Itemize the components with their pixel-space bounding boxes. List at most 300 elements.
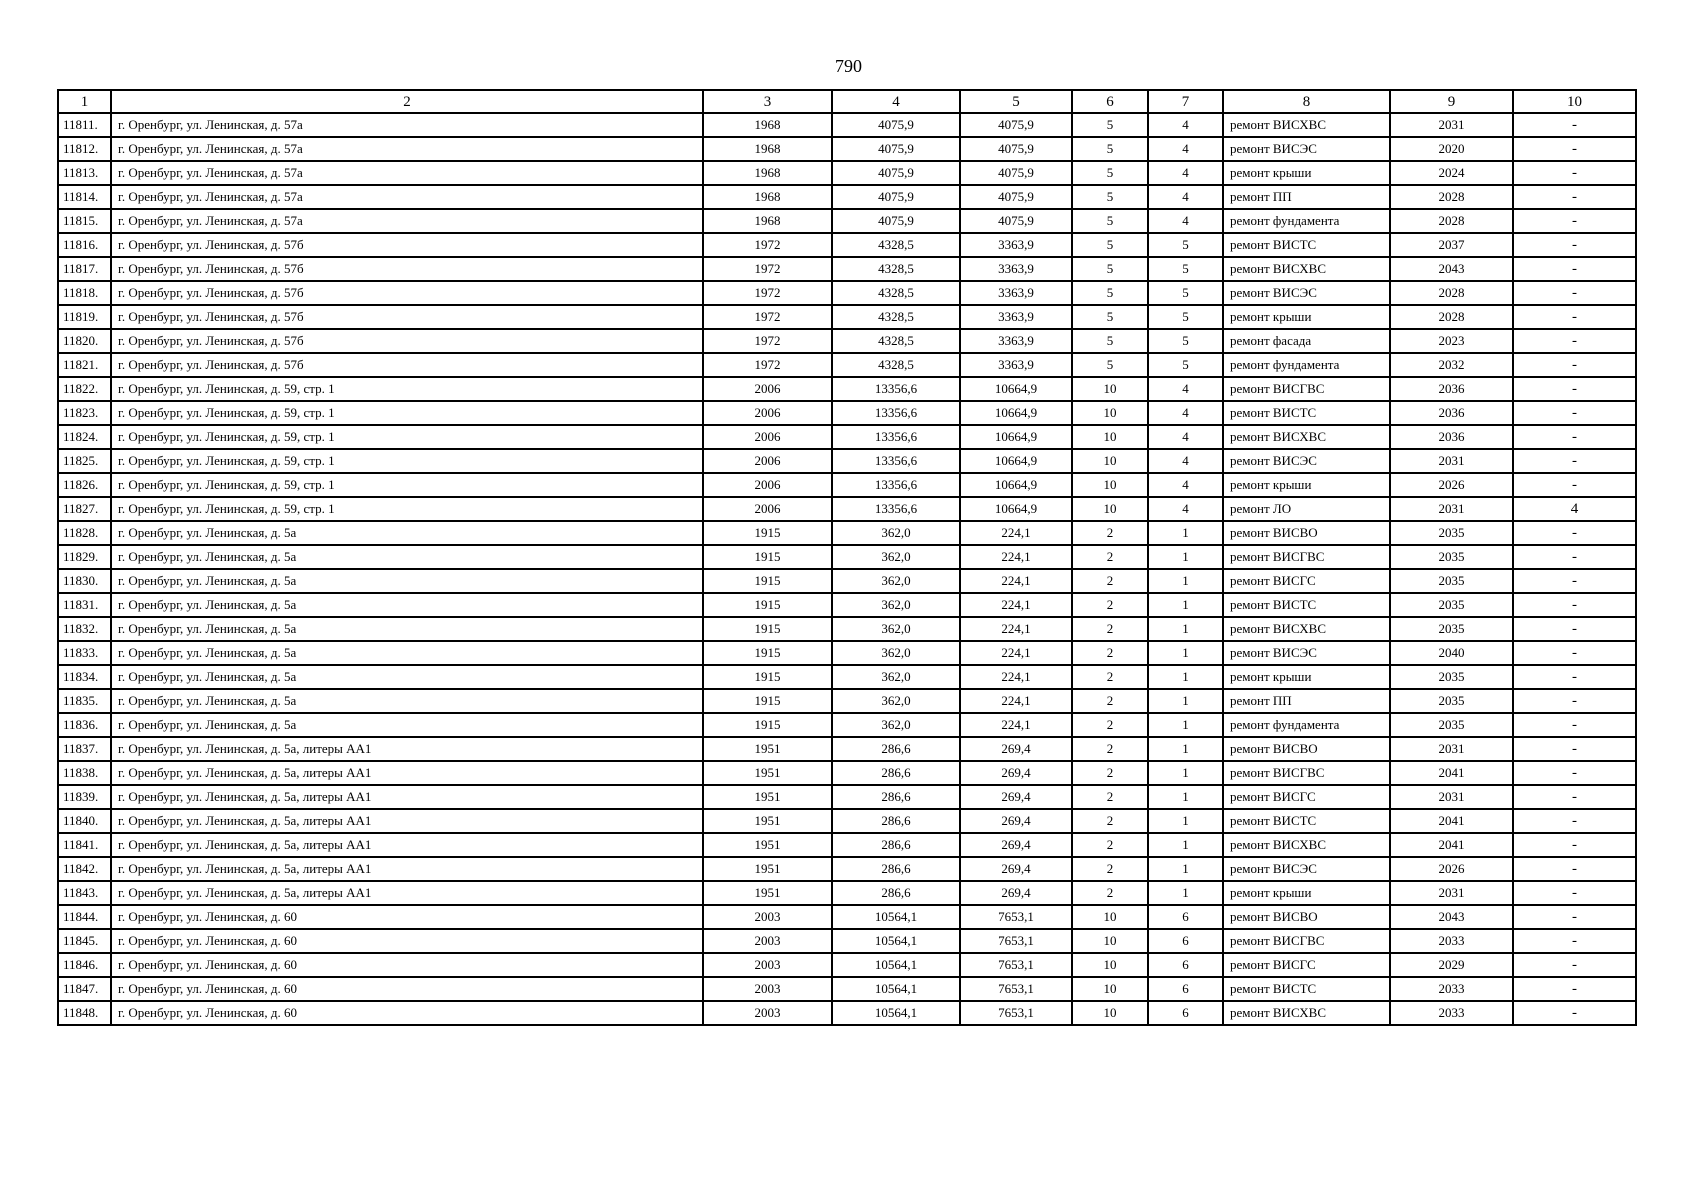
address-cell: г. Оренбург, ул. Ленинская, д. 59, стр. 1: [111, 377, 703, 401]
year-cell: 1951: [703, 785, 832, 809]
column-header: 5: [960, 90, 1072, 113]
year-cell: 2006: [703, 473, 832, 497]
living-area-cell: 4075,9: [960, 185, 1072, 209]
row-number-cell: 11841.: [58, 833, 111, 857]
col10-cell: -: [1513, 641, 1636, 665]
living-area-cell: 3363,9: [960, 281, 1072, 305]
floors-cell: 2: [1072, 881, 1148, 905]
row-number-cell: 11828.: [58, 521, 111, 545]
planned-year-cell: 2029: [1390, 953, 1513, 977]
row-number-cell: 11840.: [58, 809, 111, 833]
planned-year-cell: 2035: [1390, 545, 1513, 569]
table-row: [58, 161, 1636, 185]
address-cell: г. Оренбург, ул. Ленинская, д. 5а: [111, 713, 703, 737]
row-number-cell: 11819.: [58, 305, 111, 329]
year-cell: 2006: [703, 449, 832, 473]
table-row: [58, 377, 1636, 401]
col10-cell: -: [1513, 401, 1636, 425]
living-area-cell: 269,4: [960, 833, 1072, 857]
living-area-cell: 10664,9: [960, 377, 1072, 401]
table-row: [58, 353, 1636, 377]
planned-year-cell: 2023: [1390, 329, 1513, 353]
table-row: [58, 401, 1636, 425]
address-cell: г. Оренбург, ул. Ленинская, д. 57б: [111, 329, 703, 353]
living-area-cell: 7653,1: [960, 905, 1072, 929]
row-number-cell: 11811.: [58, 113, 111, 137]
work-type-cell: ремонт ВИСЭС: [1223, 137, 1390, 161]
address-cell: г. Оренбург, ул. Ленинская, д. 57а: [111, 185, 703, 209]
total-area-cell: 13356,6: [832, 497, 960, 521]
floors-cell: 10: [1072, 473, 1148, 497]
col10-cell: -: [1513, 617, 1636, 641]
address-cell: г. Оренбург, ул. Ленинская, д. 5а, литеры АА1: [111, 881, 703, 905]
entrances-cell: 1: [1148, 761, 1223, 785]
floors-cell: 5: [1072, 329, 1148, 353]
work-type-cell: ремонт крыши: [1223, 305, 1390, 329]
planned-year-cell: 2035: [1390, 569, 1513, 593]
living-area-cell: 224,1: [960, 545, 1072, 569]
planned-year-cell: 2035: [1390, 713, 1513, 737]
work-type-cell: ремонт ВИСХВС: [1223, 617, 1390, 641]
col10-cell: -: [1513, 593, 1636, 617]
work-type-cell: ремонт ВИСХВС: [1223, 425, 1390, 449]
col10-cell: -: [1513, 353, 1636, 377]
row-number-cell: 11834.: [58, 665, 111, 689]
row-number-cell: 11822.: [58, 377, 111, 401]
planned-year-cell: 2036: [1390, 377, 1513, 401]
year-cell: 1915: [703, 593, 832, 617]
address-cell: г. Оренбург, ул. Ленинская, д. 57б: [111, 257, 703, 281]
col10-cell: -: [1513, 185, 1636, 209]
row-number-cell: 11824.: [58, 425, 111, 449]
floors-cell: 10: [1072, 401, 1148, 425]
year-cell: 2006: [703, 401, 832, 425]
floors-cell: 10: [1072, 449, 1148, 473]
column-header: 2: [111, 90, 703, 113]
address-cell: г. Оренбург, ул. Ленинская, д. 60: [111, 977, 703, 1001]
work-type-cell: ремонт ВИСГС: [1223, 953, 1390, 977]
address-cell: г. Оренбург, ул. Ленинская, д. 57а: [111, 137, 703, 161]
entrances-cell: 1: [1148, 665, 1223, 689]
floors-cell: 5: [1072, 161, 1148, 185]
table-row: [58, 761, 1636, 785]
address-cell: г. Оренбург, ул. Ленинская, д. 5а, литеры АА1: [111, 737, 703, 761]
floors-cell: 10: [1072, 977, 1148, 1001]
work-type-cell: ремонт ВИСТС: [1223, 233, 1390, 257]
address-cell: г. Оренбург, ул. Ленинская, д. 60: [111, 1001, 703, 1025]
floors-cell: 10: [1072, 1001, 1148, 1025]
table-row: [58, 593, 1636, 617]
table-row: [58, 113, 1636, 137]
entrances-cell: 6: [1148, 953, 1223, 977]
col10-cell: -: [1513, 857, 1636, 881]
address-cell: г. Оренбург, ул. Ленинская, д. 5а: [111, 617, 703, 641]
living-area-cell: 10664,9: [960, 473, 1072, 497]
year-cell: 2006: [703, 497, 832, 521]
table-row: [58, 449, 1636, 473]
entrances-cell: 6: [1148, 977, 1223, 1001]
table-row: [58, 305, 1636, 329]
total-area-cell: 4075,9: [832, 209, 960, 233]
work-type-cell: ремонт ЛО: [1223, 497, 1390, 521]
entrances-cell: 1: [1148, 689, 1223, 713]
table-row: [58, 185, 1636, 209]
year-cell: 2003: [703, 1001, 832, 1025]
row-number-cell: 11848.: [58, 1001, 111, 1025]
address-cell: г. Оренбург, ул. Ленинская, д. 57б: [111, 233, 703, 257]
floors-cell: 2: [1072, 857, 1148, 881]
year-cell: 1972: [703, 233, 832, 257]
page-number: 790: [835, 56, 862, 76]
work-type-cell: ремонт ПП: [1223, 689, 1390, 713]
year-cell: 1972: [703, 305, 832, 329]
work-type-cell: ремонт ВИСТС: [1223, 977, 1390, 1001]
entrances-cell: 4: [1148, 113, 1223, 137]
entrances-cell: 1: [1148, 737, 1223, 761]
living-area-cell: 224,1: [960, 689, 1072, 713]
floors-cell: 2: [1072, 617, 1148, 641]
row-number-cell: 11829.: [58, 545, 111, 569]
entrances-cell: 4: [1148, 425, 1223, 449]
row-number-cell: 11814.: [58, 185, 111, 209]
table-row: [58, 281, 1636, 305]
table-row: [58, 497, 1636, 521]
year-cell: 1951: [703, 833, 832, 857]
work-type-cell: ремонт крыши: [1223, 665, 1390, 689]
row-number-cell: 11842.: [58, 857, 111, 881]
planned-year-cell: 2033: [1390, 1001, 1513, 1025]
living-area-cell: 7653,1: [960, 1001, 1072, 1025]
planned-year-cell: 2033: [1390, 977, 1513, 1001]
entrances-cell: 4: [1148, 185, 1223, 209]
table-row: [58, 521, 1636, 545]
address-cell: г. Оренбург, ул. Ленинская, д. 5а, литеры АА1: [111, 857, 703, 881]
planned-year-cell: 2031: [1390, 113, 1513, 137]
work-type-cell: ремонт ВИСХВС: [1223, 833, 1390, 857]
entrances-cell: 1: [1148, 809, 1223, 833]
year-cell: 1951: [703, 737, 832, 761]
planned-year-cell: 2035: [1390, 521, 1513, 545]
planned-year-cell: 2026: [1390, 857, 1513, 881]
planned-year-cell: 2031: [1390, 449, 1513, 473]
living-area-cell: 3363,9: [960, 233, 1072, 257]
row-number-cell: 11823.: [58, 401, 111, 425]
planned-year-cell: 2035: [1390, 593, 1513, 617]
work-type-cell: ремонт ВИСХВС: [1223, 257, 1390, 281]
entrances-cell: 4: [1148, 497, 1223, 521]
col10-cell: -: [1513, 689, 1636, 713]
col10-cell: -: [1513, 521, 1636, 545]
total-area-cell: 4328,5: [832, 233, 960, 257]
living-area-cell: 4075,9: [960, 137, 1072, 161]
entrances-cell: 4: [1148, 209, 1223, 233]
table-row: [58, 713, 1636, 737]
planned-year-cell: 2043: [1390, 257, 1513, 281]
table-row: [58, 641, 1636, 665]
col10-cell: -: [1513, 137, 1636, 161]
total-area-cell: 4075,9: [832, 161, 960, 185]
entrances-cell: 5: [1148, 233, 1223, 257]
year-cell: 1951: [703, 857, 832, 881]
living-area-cell: 269,4: [960, 809, 1072, 833]
table-row: [58, 857, 1636, 881]
entrances-cell: 4: [1148, 137, 1223, 161]
year-cell: 1915: [703, 521, 832, 545]
column-header: 4: [832, 90, 960, 113]
planned-year-cell: 2043: [1390, 905, 1513, 929]
table-row: [58, 257, 1636, 281]
address-cell: г. Оренбург, ул. Ленинская, д. 5а, литеры АА1: [111, 761, 703, 785]
total-area-cell: 362,0: [832, 713, 960, 737]
floors-cell: 5: [1072, 305, 1148, 329]
total-area-cell: 362,0: [832, 665, 960, 689]
address-cell: г. Оренбург, ул. Ленинская, д. 59, стр. 1: [111, 425, 703, 449]
work-type-cell: ремонт фасада: [1223, 329, 1390, 353]
living-area-cell: 269,4: [960, 737, 1072, 761]
column-header: 1: [58, 90, 111, 113]
row-number-cell: 11821.: [58, 353, 111, 377]
row-number-cell: 11838.: [58, 761, 111, 785]
address-cell: г. Оренбург, ул. Ленинская, д. 5а: [111, 641, 703, 665]
total-area-cell: 10564,1: [832, 905, 960, 929]
row-number-cell: 11831.: [58, 593, 111, 617]
row-number-cell: 11844.: [58, 905, 111, 929]
work-type-cell: ремонт ВИСВО: [1223, 905, 1390, 929]
floors-cell: 10: [1072, 929, 1148, 953]
floors-cell: 2: [1072, 641, 1148, 665]
address-cell: г. Оренбург, ул. Ленинская, д. 5а: [111, 569, 703, 593]
work-type-cell: ремонт крыши: [1223, 161, 1390, 185]
work-type-cell: ремонт крыши: [1223, 473, 1390, 497]
col10-cell: -: [1513, 1001, 1636, 1025]
entrances-cell: 5: [1148, 305, 1223, 329]
living-area-cell: 4075,9: [960, 209, 1072, 233]
floors-cell: 10: [1072, 905, 1148, 929]
col10-cell: -: [1513, 785, 1636, 809]
col10-cell: -: [1513, 425, 1636, 449]
address-cell: г. Оренбург, ул. Ленинская, д. 59, стр. 1: [111, 473, 703, 497]
floors-cell: 10: [1072, 953, 1148, 977]
planned-year-cell: 2041: [1390, 833, 1513, 857]
address-cell: г. Оренбург, ул. Ленинская, д. 5а: [111, 593, 703, 617]
year-cell: 1972: [703, 353, 832, 377]
planned-year-cell: 2035: [1390, 617, 1513, 641]
floors-cell: 2: [1072, 785, 1148, 809]
work-type-cell: ремонт ВИСТС: [1223, 593, 1390, 617]
col10-cell: -: [1513, 761, 1636, 785]
planned-year-cell: 2031: [1390, 497, 1513, 521]
table-row: [58, 473, 1636, 497]
row-number-cell: 11820.: [58, 329, 111, 353]
total-area-cell: 4075,9: [832, 113, 960, 137]
year-cell: 1951: [703, 761, 832, 785]
living-area-cell: 4075,9: [960, 161, 1072, 185]
entrances-cell: 4: [1148, 449, 1223, 473]
entrances-cell: 6: [1148, 929, 1223, 953]
living-area-cell: 7653,1: [960, 977, 1072, 1001]
total-area-cell: 10564,1: [832, 929, 960, 953]
total-area-cell: 286,6: [832, 857, 960, 881]
year-cell: 1915: [703, 545, 832, 569]
table-row: [58, 929, 1636, 953]
total-area-cell: 286,6: [832, 737, 960, 761]
floors-cell: 2: [1072, 689, 1148, 713]
living-area-cell: 7653,1: [960, 953, 1072, 977]
address-cell: г. Оренбург, ул. Ленинская, д. 5а: [111, 521, 703, 545]
work-type-cell: ремонт ВИСВО: [1223, 737, 1390, 761]
floors-cell: 2: [1072, 737, 1148, 761]
living-area-cell: 269,4: [960, 785, 1072, 809]
row-number-cell: 11830.: [58, 569, 111, 593]
year-cell: 1968: [703, 113, 832, 137]
planned-year-cell: 2041: [1390, 809, 1513, 833]
col10-cell: -: [1513, 377, 1636, 401]
entrances-cell: 5: [1148, 353, 1223, 377]
year-cell: 1968: [703, 161, 832, 185]
planned-year-cell: 2028: [1390, 281, 1513, 305]
work-type-cell: ремонт ВИСГВС: [1223, 929, 1390, 953]
entrances-cell: 1: [1148, 545, 1223, 569]
entrances-cell: 1: [1148, 857, 1223, 881]
row-number-cell: 11813.: [58, 161, 111, 185]
living-area-cell: 224,1: [960, 641, 1072, 665]
entrances-cell: 4: [1148, 473, 1223, 497]
address-cell: г. Оренбург, ул. Ленинская, д. 5а, литеры АА1: [111, 809, 703, 833]
entrances-cell: 1: [1148, 785, 1223, 809]
entrances-cell: 4: [1148, 401, 1223, 425]
floors-cell: 10: [1072, 425, 1148, 449]
work-type-cell: ремонт фундамента: [1223, 353, 1390, 377]
floors-cell: 5: [1072, 209, 1148, 233]
table-row: [58, 977, 1636, 1001]
living-area-cell: 269,4: [960, 881, 1072, 905]
row-number-cell: 11812.: [58, 137, 111, 161]
address-cell: г. Оренбург, ул. Ленинская, д. 5а: [111, 689, 703, 713]
work-type-cell: ремонт ВИСЭС: [1223, 641, 1390, 665]
col10-cell: -: [1513, 905, 1636, 929]
work-type-cell: ремонт крыши: [1223, 881, 1390, 905]
row-number-cell: 11836.: [58, 713, 111, 737]
planned-year-cell: 2032: [1390, 353, 1513, 377]
address-cell: г. Оренбург, ул. Ленинская, д. 57а: [111, 113, 703, 137]
col10-cell: -: [1513, 473, 1636, 497]
address-cell: г. Оренбург, ул. Ленинская, д. 5а: [111, 545, 703, 569]
floors-cell: 2: [1072, 665, 1148, 689]
planned-year-cell: 2028: [1390, 185, 1513, 209]
address-cell: г. Оренбург, ул. Ленинская, д. 5а: [111, 665, 703, 689]
address-cell: г. Оренбург, ул. Ленинская, д. 60: [111, 929, 703, 953]
year-cell: 2003: [703, 905, 832, 929]
total-area-cell: 10564,1: [832, 1001, 960, 1025]
table-row: [58, 905, 1636, 929]
entrances-cell: 1: [1148, 617, 1223, 641]
entrances-cell: 1: [1148, 713, 1223, 737]
table-row: [58, 329, 1636, 353]
year-cell: 2003: [703, 929, 832, 953]
total-area-cell: 4328,5: [832, 257, 960, 281]
year-cell: 2006: [703, 377, 832, 401]
col10-cell: -: [1513, 569, 1636, 593]
entrances-cell: 1: [1148, 569, 1223, 593]
col10-cell: -: [1513, 929, 1636, 953]
year-cell: 1915: [703, 665, 832, 689]
col10-cell: -: [1513, 209, 1636, 233]
col10-cell: -: [1513, 257, 1636, 281]
living-area-cell: 4075,9: [960, 113, 1072, 137]
entrances-cell: 5: [1148, 281, 1223, 305]
planned-year-cell: 2028: [1390, 305, 1513, 329]
floors-cell: 2: [1072, 809, 1148, 833]
floors-cell: 5: [1072, 257, 1148, 281]
living-area-cell: 10664,9: [960, 497, 1072, 521]
address-cell: г. Оренбург, ул. Ленинская, д. 57а: [111, 209, 703, 233]
col10-cell: -: [1513, 665, 1636, 689]
row-number-cell: 11835.: [58, 689, 111, 713]
entrances-cell: 6: [1148, 1001, 1223, 1025]
living-area-cell: 7653,1: [960, 929, 1072, 953]
table-row: [58, 545, 1636, 569]
column-header: 8: [1223, 90, 1390, 113]
work-type-cell: ремонт ВИСХВС: [1223, 1001, 1390, 1025]
planned-year-cell: 2033: [1390, 929, 1513, 953]
row-number-cell: 11826.: [58, 473, 111, 497]
table-row: [58, 569, 1636, 593]
total-area-cell: 13356,6: [832, 401, 960, 425]
total-area-cell: 362,0: [832, 545, 960, 569]
floors-cell: 10: [1072, 377, 1148, 401]
living-area-cell: 3363,9: [960, 257, 1072, 281]
year-cell: 1972: [703, 257, 832, 281]
table-row: [58, 425, 1636, 449]
entrances-cell: 4: [1148, 377, 1223, 401]
col10-cell: -: [1513, 953, 1636, 977]
col10-cell: -: [1513, 161, 1636, 185]
col10-cell: -: [1513, 113, 1636, 137]
living-area-cell: 10664,9: [960, 401, 1072, 425]
entrances-cell: 1: [1148, 641, 1223, 665]
year-cell: 1915: [703, 569, 832, 593]
column-header: 6: [1072, 90, 1148, 113]
living-area-cell: 224,1: [960, 521, 1072, 545]
repair-schedule-table: [57, 89, 1637, 1026]
floors-cell: 2: [1072, 593, 1148, 617]
living-area-cell: 3363,9: [960, 305, 1072, 329]
total-area-cell: 4075,9: [832, 137, 960, 161]
living-area-cell: 10664,9: [960, 425, 1072, 449]
entrances-cell: 1: [1148, 881, 1223, 905]
work-type-cell: ремонт ВИСТС: [1223, 401, 1390, 425]
column-header: 3: [703, 90, 832, 113]
row-number-cell: 11815.: [58, 209, 111, 233]
col10-cell: 4: [1513, 497, 1636, 521]
total-area-cell: 13356,6: [832, 449, 960, 473]
floors-cell: 5: [1072, 185, 1148, 209]
planned-year-cell: 2037: [1390, 233, 1513, 257]
entrances-cell: 5: [1148, 257, 1223, 281]
total-area-cell: 362,0: [832, 689, 960, 713]
work-type-cell: ремонт ВИСГС: [1223, 569, 1390, 593]
work-type-cell: ремонт ВИСЭС: [1223, 857, 1390, 881]
address-cell: г. Оренбург, ул. Ленинская, д. 59, стр. 1: [111, 497, 703, 521]
header-row: [58, 90, 1636, 113]
year-cell: 1915: [703, 641, 832, 665]
planned-year-cell: 2031: [1390, 881, 1513, 905]
planned-year-cell: 2020: [1390, 137, 1513, 161]
row-number-cell: 11846.: [58, 953, 111, 977]
col10-cell: -: [1513, 233, 1636, 257]
row-number-cell: 11833.: [58, 641, 111, 665]
total-area-cell: 10564,1: [832, 977, 960, 1001]
